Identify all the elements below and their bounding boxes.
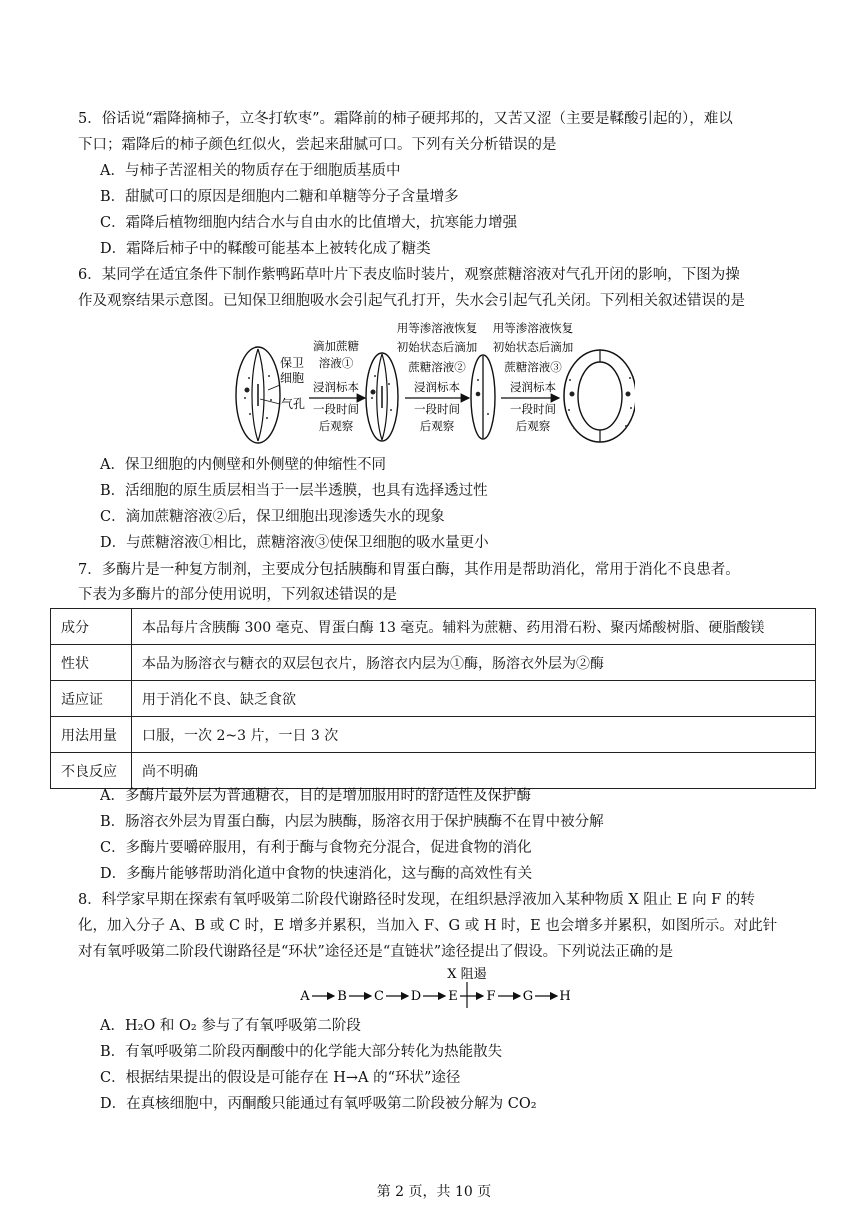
q5-option-d: D．霜降后柿子中的鞣酸可能基本上被转化成了糖类: [100, 241, 431, 257]
q8-stem-line-3: 对有氧呼吸第二阶段代谢路径是“环状”途径还是“直链状”途径提出了假设。下列说法正确的是: [78, 944, 674, 960]
table-key: 成分: [51, 609, 132, 645]
step2-top-1: 用等渗溶液恢复: [396, 321, 478, 335]
q5-stem-line-1: 5．俗话说“霜降摘柿子，立冬打软枣”。霜降前的柿子硬邦邦的，又苦又涩（主要是鞣酸引起的），难以: [78, 111, 733, 127]
table-key: 不良反应: [51, 753, 132, 789]
q6-option-d: D．与蔗糖溶液①相比，蔗糖溶液③使保卫细胞的吸水量更小: [100, 535, 489, 551]
table-value: 本品每片含胰酶 300 毫克、胃蛋白酶 13 毫克。辅料为蔗糖、药用滑石粉、聚丙烯酸树脂、硬脂酸镁: [132, 609, 816, 645]
q6-option-c: C．滴加蔗糖溶液②后，保卫细胞出现渗透失水的现象: [100, 509, 445, 525]
step2-text-2: 浸润标本: [414, 380, 460, 394]
step2-text-1: 蔗糖溶液②: [408, 360, 466, 374]
q7-option-b: B．肠溶衣外层为胃蛋白酶，内层为胰酶，肠溶衣用于保护胰酶不在胃中被分解: [100, 814, 604, 830]
step3-text-4: 后观察: [515, 419, 551, 433]
stomata-experiment-figure: [225, 318, 635, 446]
q8-option-b: B．有氧呼吸第二阶段丙酮酸中的化学能大部分转化为热能散失: [100, 1044, 503, 1060]
pathway-node-C: C: [374, 989, 384, 1004]
step2-top-2: 初始状态后滴加: [396, 340, 478, 354]
q5-option-b: B．甜腻可口的原因是细胞内二糖和单糖等分子含量增多: [100, 189, 459, 205]
table-key: 适应证: [51, 681, 132, 717]
q6-stem-line-1: 6．某同学在适宜条件下制作紫鸭跖草叶片下表皮临时装片，观察蔗糖溶液对气孔开闭的影响，下图为操: [78, 267, 740, 283]
step3-top-2: 初始状态后滴加: [492, 340, 574, 354]
table-row: [51, 753, 816, 789]
q6-option-a: A．保卫细胞的内侧壁和外侧壁的伸缩性不同: [100, 457, 386, 473]
page-footer: 第 2 页，共 10 页: [376, 1184, 492, 1200]
q7-option-d: D．多酶片能够帮助消化道中食物的快速消化，这与酶的高效性有关: [100, 866, 533, 882]
metabolic-pathway-diagram: [295, 964, 585, 1010]
table-row: [51, 609, 816, 645]
q6-stem-line-2: 作及观察结果示意图。已知保卫细胞吸水会引起气孔打开，失水会引起气孔关闭。下列相关叙述错误的是: [78, 293, 745, 309]
table-key: 用法用量: [51, 717, 132, 753]
stoma-initial: [236, 347, 280, 443]
step1-text-3: 浸润标本: [313, 380, 359, 394]
table-row: [51, 717, 816, 753]
q5-option-c: C．霜降后植物细胞内结合水与自由水的比值增大，抗寒能力增强: [100, 215, 518, 231]
step3-text-2: 浸润标本: [510, 380, 556, 394]
pathway-node-H: H: [559, 989, 571, 1004]
table-row: [51, 645, 816, 681]
step2-text-4: 后观察: [419, 419, 455, 433]
step2-text-3: 一段时间: [414, 402, 460, 416]
q7-option-a: A．多酶片最外层为普通糖衣，目的是增加服用时的舒适性及保护酶: [100, 788, 531, 804]
table-key: 性状: [51, 645, 132, 681]
stoma-after-solution-1: [366, 353, 398, 441]
table-value: 本品为肠溶衣与糖衣的双层包衣片，肠溶衣内层为①酶，肠溶衣外层为②酶: [132, 645, 816, 681]
q8-option-a: A．H₂O 和 O₂ 参与了有氧呼吸第二阶段: [100, 1018, 361, 1034]
table-value: 口服，一次 2~3 片，一日 3 次: [132, 717, 816, 753]
table-row: [51, 681, 816, 717]
q8-option-d: D．在真核细胞中，丙酮酸只能通过有氧呼吸第二阶段被分解为 CO₂: [100, 1096, 537, 1112]
step1-text-2: 溶液①: [318, 356, 354, 370]
pathway-node-D: D: [410, 989, 422, 1004]
q5-option-a: A．与柿子苦涩相关的物质存在于细胞质基质中: [100, 163, 401, 179]
stoma-after-solution-2: [471, 355, 495, 439]
label-guard-cell-1: 保卫: [280, 356, 305, 370]
block-label: X 阻遏: [447, 967, 487, 982]
pathway-node-G: G: [522, 989, 534, 1004]
pathway-node-B: B: [337, 989, 347, 1004]
step1-text-4: 一段时间: [313, 402, 359, 416]
q7-stem-line-2: 下表为多酶片的部分使用说明，下列叙述错误的是: [78, 587, 397, 603]
pathway-node-E: E: [448, 989, 458, 1004]
table-value: 尚不明确: [132, 753, 816, 789]
q8-stem-line-2: 化，加入分子 A、B 或 C 时，E 增多并累积，当加入 F、G 或 H 时，E 也会增多并累积，如图所示。对此针: [78, 918, 778, 934]
q8-stem-line-1: 8．科学家早期在探索有氧呼吸第二阶段代谢路径时发现，在组织悬浮液加入某种物质 X 阻止 E 向 F 的转: [78, 892, 755, 908]
step1-text-1: 滴加蔗糖: [313, 339, 359, 353]
pathway-node-F: F: [486, 989, 496, 1004]
label-guard-cell-2: 细胞: [280, 371, 305, 385]
instruction-table: [50, 608, 816, 789]
stoma-after-solution-3: [564, 350, 635, 442]
step3-text-1: 蔗糖溶液③: [504, 360, 562, 374]
label-stoma: 气孔: [281, 397, 306, 411]
q8-option-c: C．根据结果提出的假设是可能存在 H→A 的“环状”途径: [100, 1070, 461, 1086]
q5-stem-line-2: 下口；霜降后的柿子颜色红似火，尝起来甜腻可口。下列有关分析错误的是: [78, 137, 557, 153]
step3-top-1: 用等渗溶液恢复: [492, 321, 574, 335]
q7-stem-line-1: 7．多酶片是一种复方制剂，主要成分包括胰酶和胃蛋白酶，其作用是帮助消化，常用于消化不良患者。: [78, 562, 740, 578]
q7-option-c: C．多酶片要嚼碎服用，有利于酶与食物充分混合，促进食物的消化: [100, 840, 532, 856]
step1-text-5: 后观察: [318, 419, 354, 433]
step3-text-3: 一段时间: [510, 402, 556, 416]
q6-option-b: B．活细胞的原生质层相当于一层半透膜，也具有选择透过性: [100, 483, 488, 499]
table-value: 用于消化不良、缺乏食欲: [132, 681, 816, 717]
pathway-node-A: A: [300, 989, 310, 1004]
